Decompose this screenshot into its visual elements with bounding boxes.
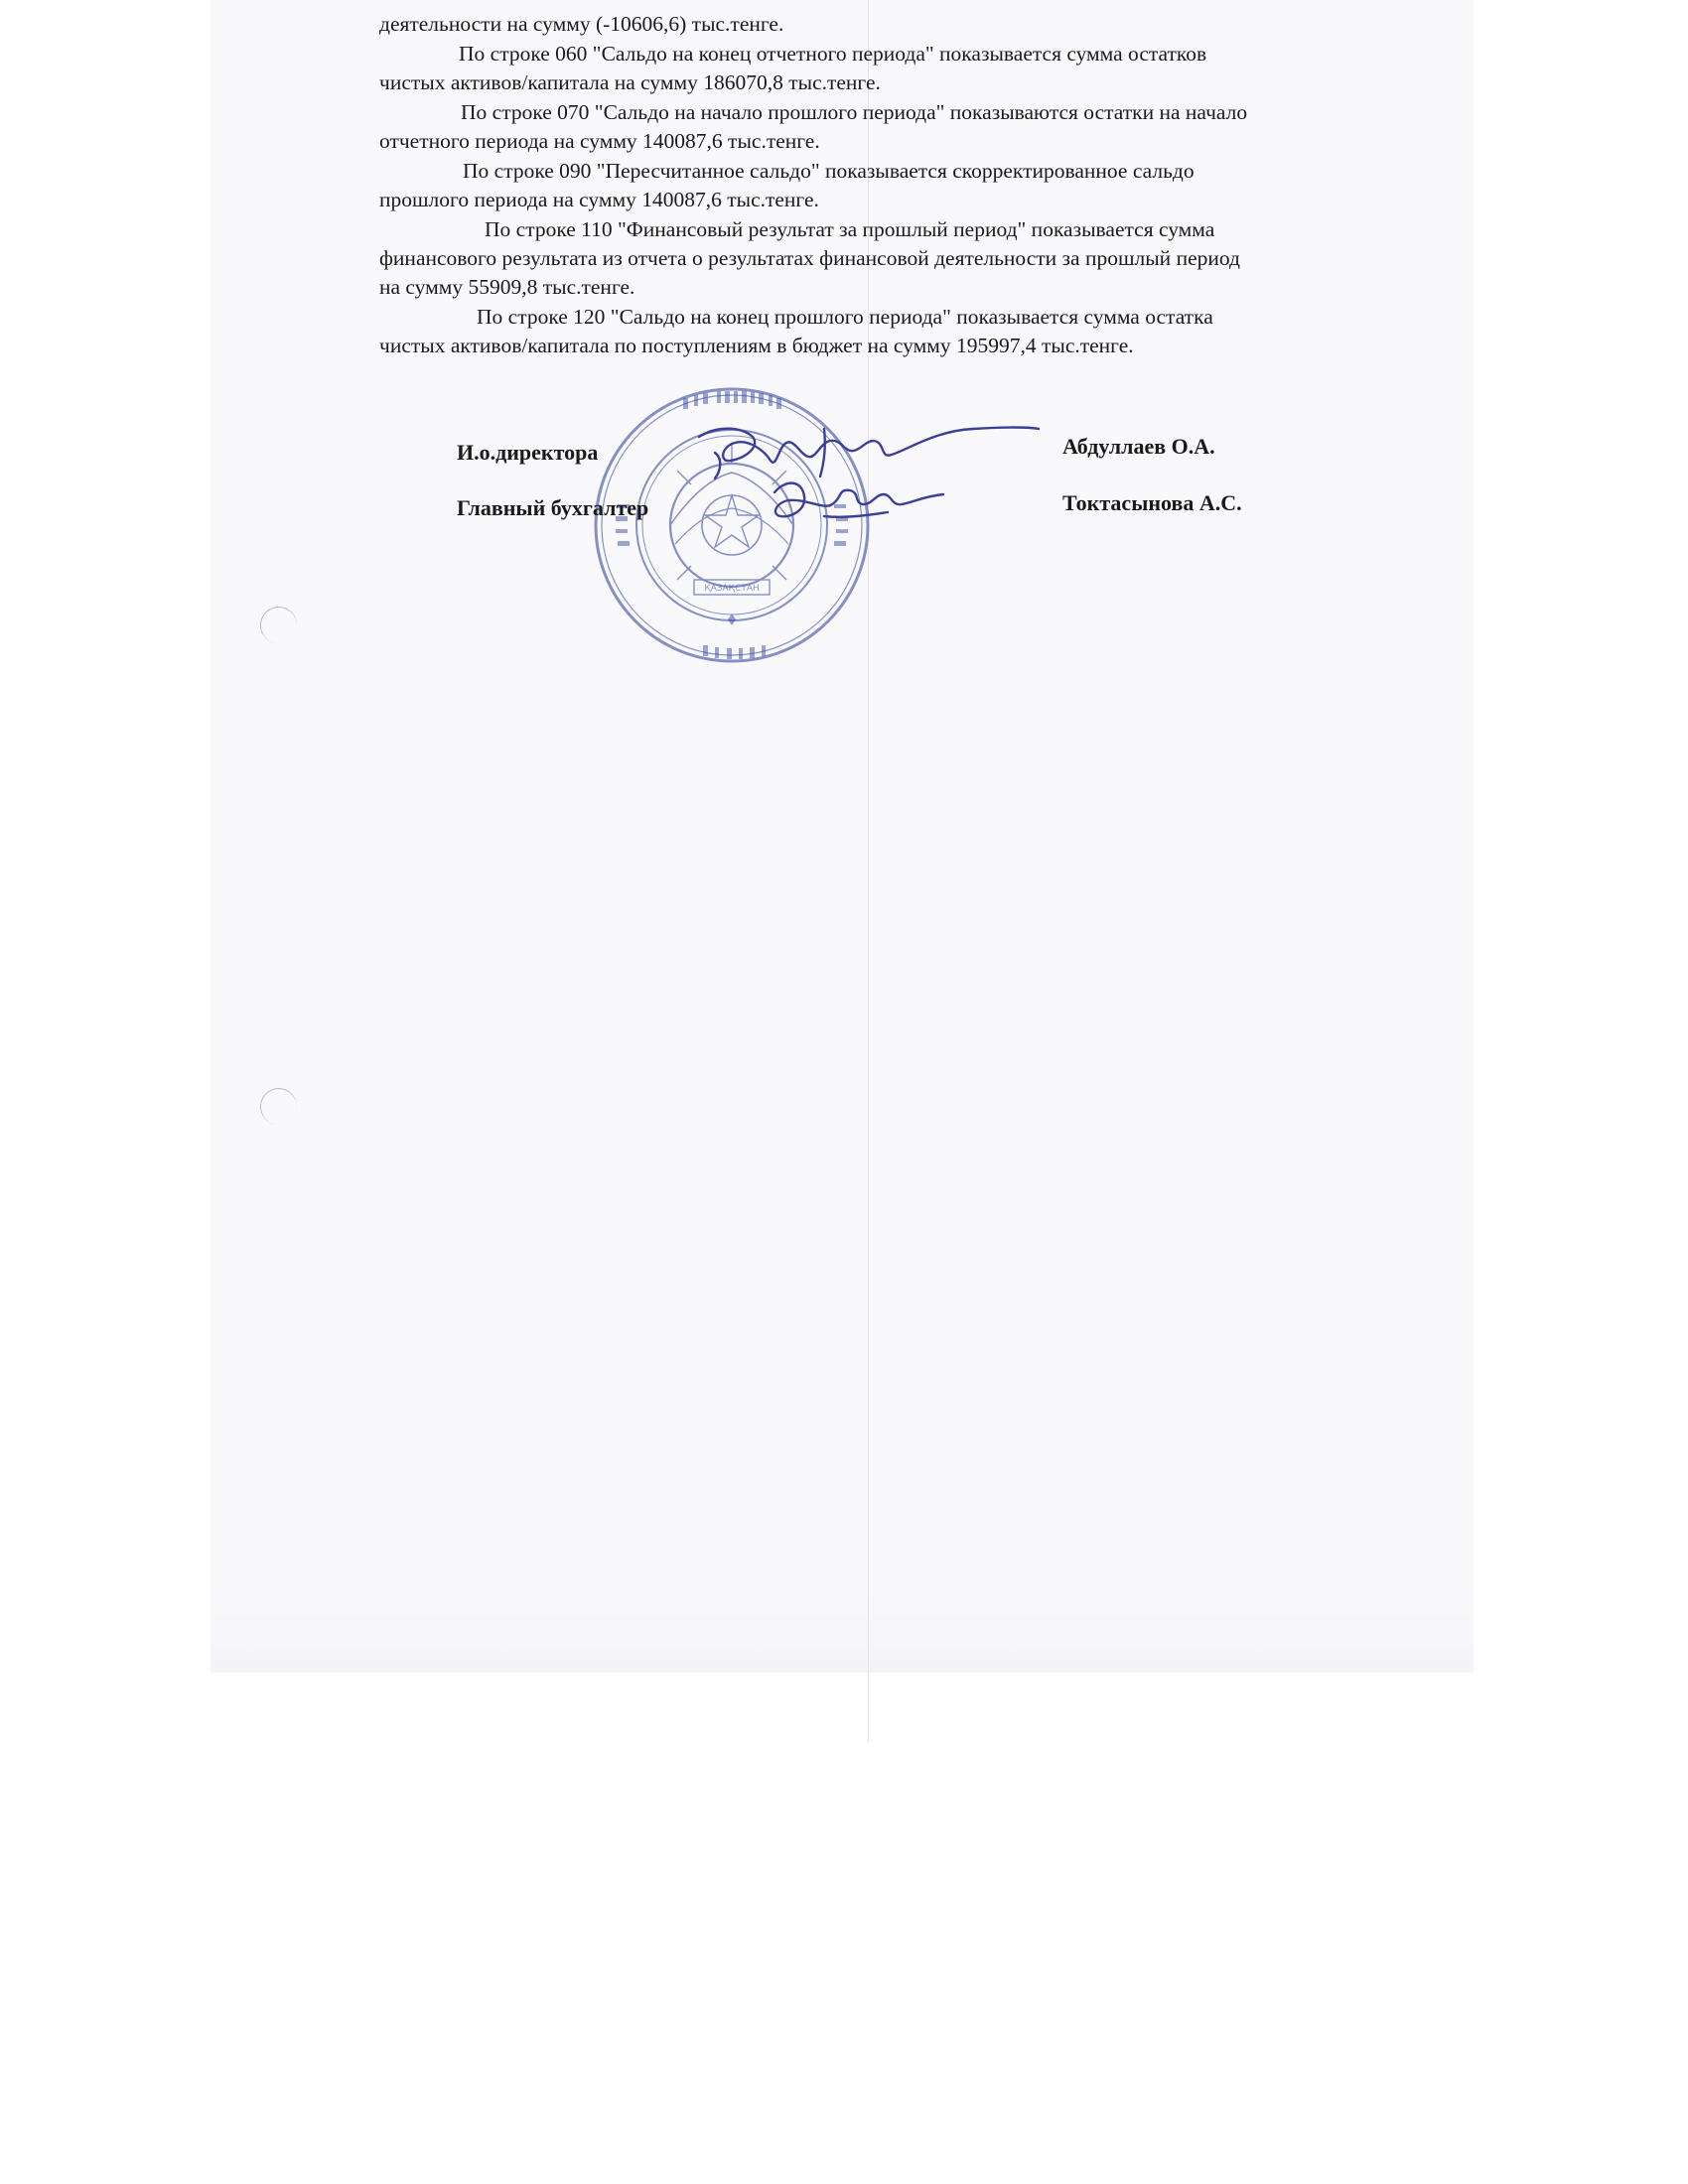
text-line: По строке 120 "Сальдо на конец прошлого периода" показывается сумма остатка [477, 305, 1213, 329]
handwritten-signatures [675, 407, 1043, 546]
scan-edge-shadow [211, 1588, 1474, 1673]
text-line: чистых активов/капитала по поступлениям в бюджет на сумму 195997,4 тыс.тенге. [379, 334, 1134, 357]
text-line: отчетного периода на сумму 140087,6 тыс.тенге. [379, 129, 820, 153]
paragraph-line-070 [379, 98, 1402, 156]
paragraph-line-110 [379, 215, 1402, 302]
director-name: Абдуллаев О.А. [1062, 434, 1215, 459]
text-line: финансового результата из отчета о результатах финансовой деятельности за прошлый период [379, 246, 1240, 270]
text-line: По строке 090 "Пересчитанное сальдо" показывается скорректированное сальдо [463, 159, 1195, 183]
text-line: на сумму 55909,8 тыс.тенге. [379, 275, 635, 299]
paragraph-continuation [379, 10, 1402, 39]
chief-accountant-name: Токтасынова А.С. [1062, 490, 1242, 515]
report-text-body [379, 10, 1402, 360]
text-line: По строке 110 "Финансовый результат за прошлый период" показывается сумма [485, 217, 1215, 241]
paragraph-line-120 [379, 303, 1402, 360]
chief-accountant-title: Главный бухгалтер [457, 495, 649, 520]
paragraph-line-090 [379, 157, 1402, 214]
text-line: По строке 070 "Сальдо на начало прошлого периода" показываются остатки на начало [461, 100, 1248, 124]
text-line: прошлого периода на сумму 140087,6 тыс.тенге. [379, 188, 819, 211]
paragraph-line-060 [379, 40, 1402, 97]
text-line: По строке 060 "Сальдо на конец отчетного периода" показывается сумма остатков [459, 42, 1207, 66]
seal-emblem-label: ҚАЗАҚСТАН [704, 584, 760, 594]
director-title: И.о.директора [457, 440, 599, 465]
text-line: деятельности на сумму (-10606,6) тыс.тенге. [379, 12, 784, 36]
text-line: чистых активов/капитала на сумму 186070,8 тыс.тенге. [379, 70, 881, 94]
